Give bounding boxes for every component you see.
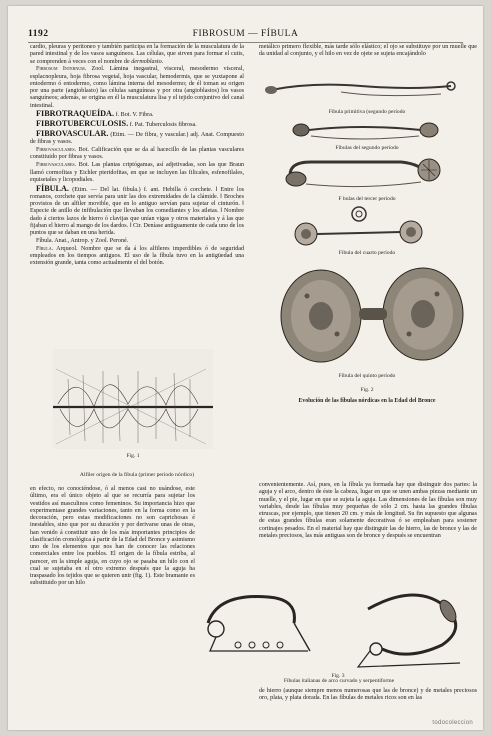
page-number: 1192 [28,29,49,39]
caption-fig3-title: Fíbulas italianas de arco curvado y serpentiforme [283,678,395,684]
caption-fig-a5: Fíbula del quinto período [338,373,396,379]
column-left-top [30,44,244,268]
caption-fig1-title: Alfiler origen de la fíbula (primer período nórdico) [79,472,195,478]
caption-fig-a2: Fíbulas del segundo período [335,145,399,151]
entry-fibula-arqueol: Fíbula. Arqueol. Nombre que se da á los alfileres imperdibles ó de seguridad empleados en los tiempos antiguos. El uso de la fíbula tuvo en la antigüedad una extensión grande, tanta como actualmente el del botón. [30,245,245,267]
entry-fibrotuberculosis: FIBROTUBERCULOSIS. f. Pat. Tuberculosis fibrosa. [36,119,197,129]
caption-fig1-number: Fig. 1 [126,453,140,459]
paragraph-fibula-parts: convenientemente. Así, pues, en la fíbula ya formada hay que distinguir dos partes: la aguja y el arco, dentro de éste la cabeza, lugar en que se unen ambas piezas mediante un muelle, y el pie, lugar en que se sujeta la aguja. Las dimensiones de las fíbulas son muy variables, desde las fíbulas muy pequeñas de sólo 2 cm. hasta las grandes fíbulas etruscas, por ejemplo, que tienen 20 cm. y más de longitud. Su fin supuesto que algunas de estas grandes fíbulas eran solamente decorativas ó se empleaban para sostener cortinajes pesados. En el material hay que distinguir las de hierro, las de bronce y las de metales preciosos, las más antiguas son de bronce y después se encuentran [259,482,477,539]
figure-3-illustration [198,589,480,681]
caption-fig-a1: Fíbula primitiva (segundo período [328,109,406,115]
running-header [28,29,463,41]
entry-fibrovascular: FIBROVASCULAR. (Etim. — De fibra, y vascular.) adj. Anat. Compuesto de fibras y vasos. [30,129,245,146]
entry-fibrotraqueida: FIBROTRAQUEÍDA. f. Bot. V. Fibra. [36,109,154,119]
column-right-top [259,44,477,59]
italian-fibula-right-drawing [358,595,460,667]
column-left-bottom [30,486,195,588]
column-right-final [259,688,477,703]
fibula-second-period-drawing [293,123,438,139]
entry-fibrosum-internum: Fibrosum Internum. Zool. Lámina inegastral, visceral, mesodermo visceral, esplacnopleura, hoja fibrosa vegetal, hoja vascular, hemodermis, que se yuxtapone al entodermo ó entodermo, como lámina interna del mesodermo; de él toman su origen por una parte (angioblasto) las células sanguíneas y por otra (angioblastos) los vasos sanguíneos; además, se origina en él la musculatura lisa y el tejido conjuntivo del canal intestinal. [30,66,244,109]
figure-1-illustration [48,349,216,469]
watermark-text: todocoleccion [432,720,473,726]
italian-fibula-left-drawing [208,597,310,651]
entry-fibula: FÍBULA. (Etim. — Del lat. fibula.) f. ant. Hebilla ó corchete. ‖ Entre los romanos, corchete que servía para unir las dos extremidades de la clámide. ‖ Broches provistos de un alfiler movible, que en lo antiguo servían para sujetar el cinturón. ‖ Especie de anillo de infibulación que llevaban los comediantes y los atletas. ‖ Nombre dado á ciertos lazos de hierro ó clavijas que unían vigas y otros materiales y á las que fijaban el hierro al mango de los dardos. ‖ Cir. Deníase antiguamente de cada uno de los puntos que se daban en una herida. [30,183,245,237]
caption-fig3-number: Fig. 3 [331,673,345,679]
paragraph-fibula-history: en efecto, no conociéndose, ó al menos casi no usándose, este último, era el único objeto al que se recurría para sujetar los vestidos así masculinos como femeninos. Su importancia hizo que experimentase grandes variaciones, tanto en la forma como en la decoración, pero estas modificaciones no son caprichosas é inestables, sino que por su duración y por derivarse unas de otras, han venido á constituir uno de los más importantes principios de clasificación cronológica á partir de la Edad del Bronce y asimismo uno de los elementos que nos han de conocer las relaciones comerciales entre los pueblos. El origen de la fíbula estriba, al parecer, en la simple aguja, en cuyo ojo se pasaba un hilo con el cual se sujetaba en el otro extremo después que la aguja ha traspasado los tejidos que se quieren unir (fig. 1). Este bramante es substituido por un hilo [30,486,195,587]
caption-fig2-number: Fig. 2 [360,387,374,393]
caption-fig-a3: F bulas del tercer período [338,196,396,202]
entry-fibrovasculares-1: Fibrovasculares. Bot. Calificación que se da al hacecillo de las plantas vasculares constituido por fibras y vasos. [30,147,245,161]
caption-fig-a4: Fíbula del cuarto período [338,250,396,256]
figure-2-illustration [251,64,483,409]
fibula-fourth-period-drawing [295,207,422,245]
paragraph-fibula-materials: de hierro (aunque siempre menos numerosas que las de bronce) y de metales preciosos oro, plata, y plata dorada. En las fíbulas de metales ricos son en las [259,688,477,702]
running-head: FIBROSUM — FÍBULA [192,29,299,39]
fibula-primitive-drawing [265,82,455,96]
fibula-fifth-period-drawing [281,268,463,362]
header-rule [28,42,463,43]
paragraph-continuation: cardio, pleuras y peritoneo y también participa en la formación de la musculatura de la pared intestinal y de los vasos sanguíneos. Las células, que sirven para formar el cutis, se comprenden á veces con el nombre de dermoblasto. [30,44,244,65]
column-right-bottom [259,482,477,541]
fibula-third-period-drawing [286,159,440,187]
page-sheet [8,6,483,730]
caption-fig2-title: Evolución de las fíbulas nórdicas en la Edad del Bronce [298,398,436,404]
entry-fibula-anat: Fíbula. Anat., Antrop. y Zool. Peroné. [36,238,129,244]
entry-fibrovasculares-2: Fibrovasculares. Bot. Las plantas criptógamas, así adjetivadas, son las que Braun llamó cormofitas y Eichler pteridofitas, en que se incluyen las filicales, esfenofilales, equisetales y licopodiales. [30,162,245,183]
paragraph-continuation-right: metálico primero flexible, más tarde sólo elástico; el ojo se substituye por un muelle que da unidad al conjunto, y el hilo en vez de ojete se sujeta encajándolo [259,44,477,58]
